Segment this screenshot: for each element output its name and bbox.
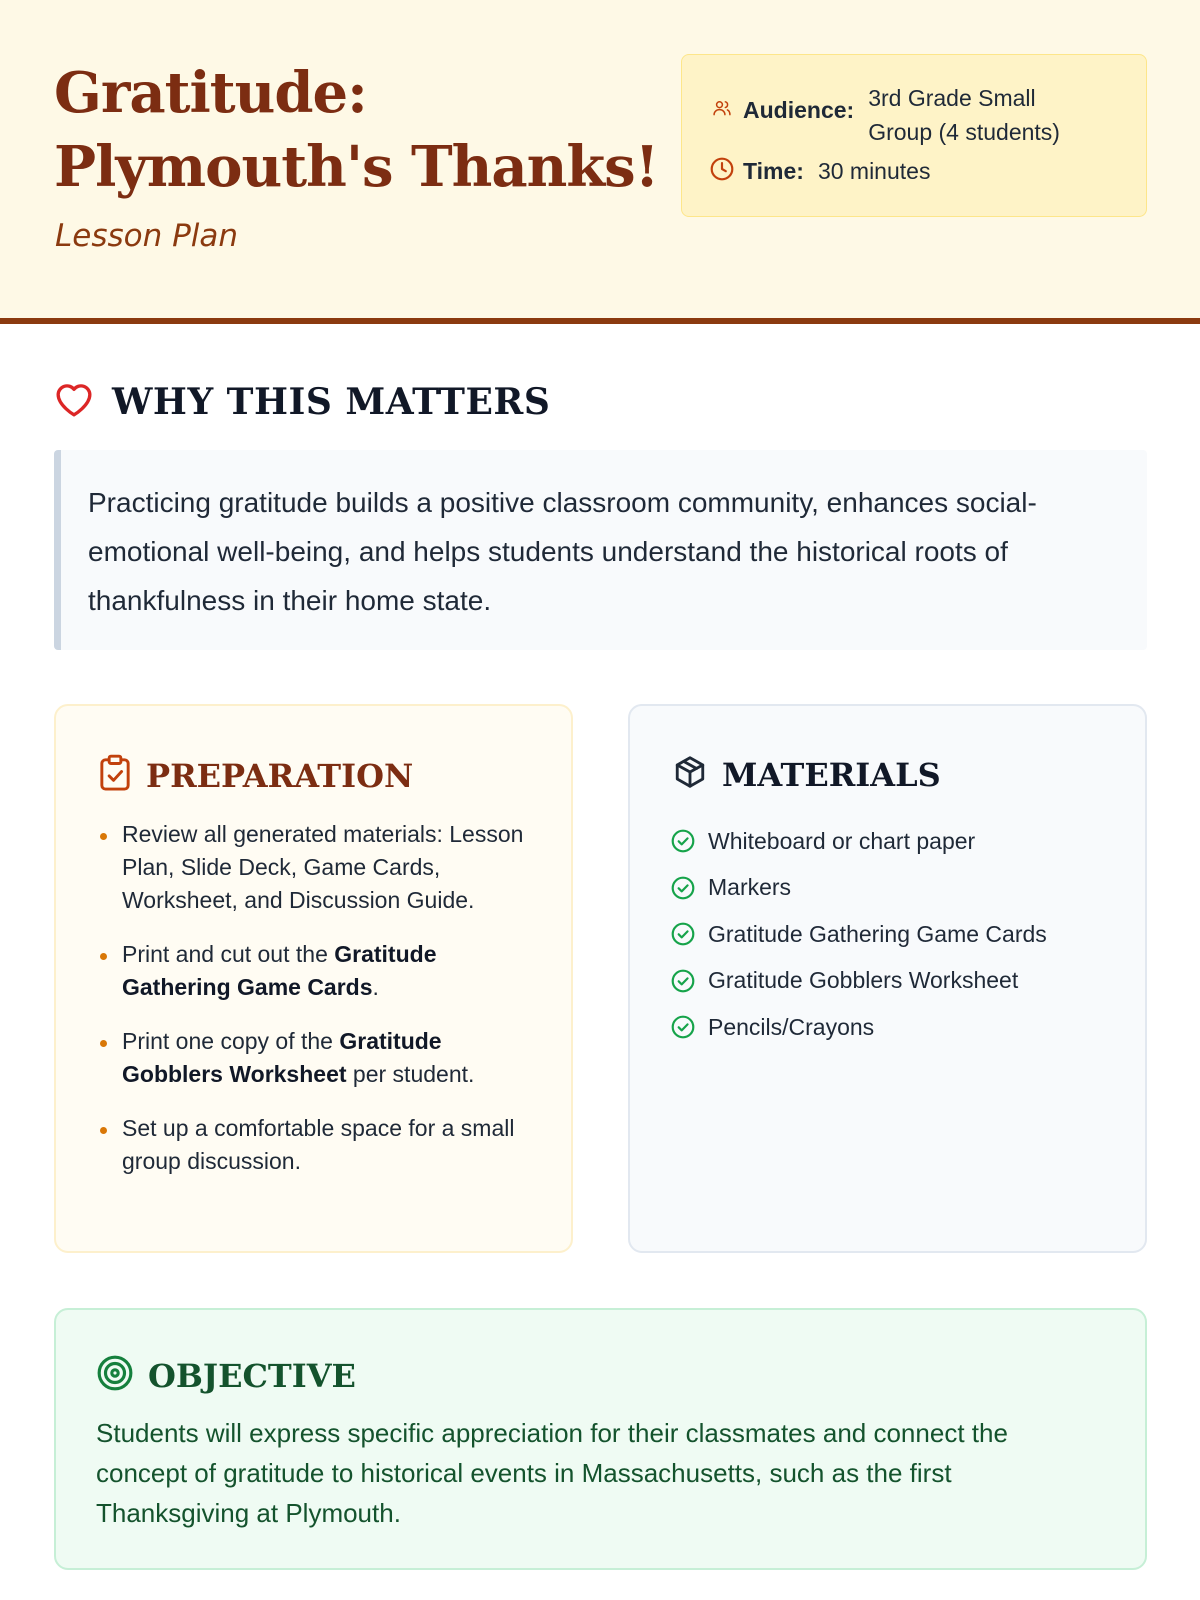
preparation-heading-text: PREPARATION xyxy=(146,756,414,795)
time-value: 30 minutes xyxy=(817,158,931,184)
check-circle-icon xyxy=(670,1014,696,1040)
check-circle-icon xyxy=(670,968,696,994)
list-item: Set up a comfortable space for a small group discussion. xyxy=(100,1112,530,1178)
list-item: Review all generated materials: Lesson Plan, Slide Deck, Game Cards, Worksheet, and Discussion Guide. xyxy=(100,818,530,917)
heart-icon xyxy=(54,380,94,423)
list-item: Pencils/Crayons xyxy=(670,1004,1047,1051)
info-box xyxy=(681,54,1147,217)
clock-icon xyxy=(709,156,735,182)
materials-heading-text: MATERIALS xyxy=(722,755,941,794)
objective-card xyxy=(54,1308,1147,1570)
list-item: Whiteboard or chart paper xyxy=(670,818,1047,865)
time-row xyxy=(709,156,930,186)
objective-text: Students will express specific appreciation for their classmates and connect the concept of gratitude to historical events in Massachusetts, such as the first Thanksgiving at Plymouth. xyxy=(96,1418,1008,1528)
materials-card xyxy=(628,704,1147,1253)
users-icon xyxy=(709,95,735,121)
time-label: Time: xyxy=(743,158,804,184)
why-heading xyxy=(54,380,550,423)
audience-label: Audience: xyxy=(743,97,855,123)
header xyxy=(0,0,1200,324)
preparation-card xyxy=(54,704,573,1253)
list-item: Print and cut out the Gratitude Gathering Game Cards. xyxy=(100,938,530,1004)
check-circle-icon xyxy=(670,875,696,901)
preparation-heading xyxy=(98,754,413,797)
materials-list xyxy=(670,818,1047,1051)
page-subtitle: Lesson Plan xyxy=(55,218,239,254)
why-heading-text: WHY THIS MATTERS xyxy=(112,380,551,423)
clipboard-check-icon xyxy=(98,754,132,797)
target-icon xyxy=(96,1354,134,1397)
check-circle-icon xyxy=(670,921,696,947)
list-item: Gratitude Gathering Game Cards xyxy=(670,911,1047,958)
why-text-box xyxy=(54,450,1147,650)
audience-row xyxy=(709,81,1098,149)
why-text: Practicing gratitude builds a positive classroom community, enhances social-emotional well-being, and helps students understand the historical roots of thankfulness in their home state. xyxy=(88,487,1037,616)
preparation-list xyxy=(100,818,530,1199)
objective-heading xyxy=(96,1354,356,1397)
list-item: Markers xyxy=(670,865,1047,912)
materials-heading xyxy=(672,754,941,795)
objective-heading-text: OBJECTIVE xyxy=(148,1356,356,1395)
audience-value: 3rd Grade Small Group (4 students) xyxy=(868,85,1060,145)
list-item: Print one copy of the Gratitude Gobblers Worksheet per student. xyxy=(100,1025,530,1091)
page-title: Gratitude: Plymouth's Thanks! xyxy=(54,60,659,200)
check-circle-icon xyxy=(670,828,696,854)
package-icon xyxy=(672,754,708,795)
list-item: Gratitude Gobblers Worksheet xyxy=(670,958,1047,1005)
